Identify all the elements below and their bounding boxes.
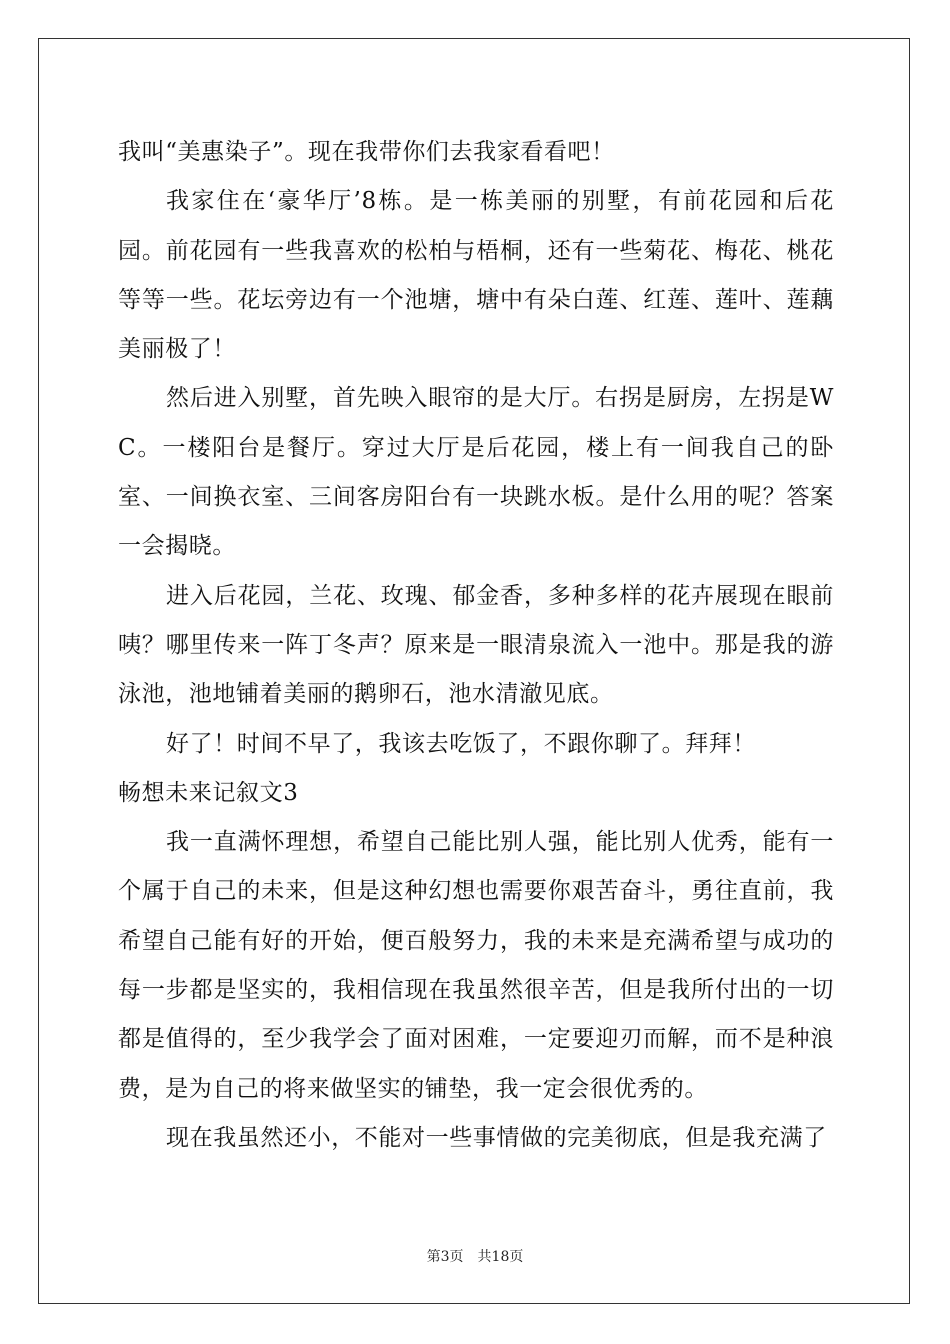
paragraph-7: 现在我虽然还小，不能对一些事情做的完美彻底，但是我充满了 [166, 1124, 827, 1151]
paragraph-1: 我叫“美惠染子”。现在我带你们去我家看看吧！ [118, 139, 615, 165]
paragraph-6: 我一直满怀理想，希望自己能比别人强，能比别人优秀，能有一个属于自己的未来，但是这种幻想也需要你艰苦奋斗，勇往直前，我希望自己能有好的开始，便百般努力，我的未来是充满希望与成功的每一步都是坚实的，我相信现在我虽然很辛苦，但是我所付出的一切都是值得的，至少我学会了面对困难，一定要迎刃而解，而不是种浪费，是为自己的将来做坚实的铺垫，我一定会很优秀的。 [118, 829, 834, 1102]
document-body [118, 128, 834, 1163]
paragraph-5: 好了！时间不早了，我该去吃饭了，不跟你聊了。拜拜！ [166, 730, 756, 757]
page-number: 第3页 [426, 1249, 464, 1265]
page-total: 共18页 [477, 1249, 524, 1265]
paragraph-2: 我家住在‘豪华厅’8栋。是一栋美丽的别墅，有前花园和后花园。前花园有一些我喜欢的松柏与梧桐，还有一些菊花、梅花、桃花等等一些。花坛旁边有一个池塘，塘中有朵白莲、红莲、莲叶、莲藕美丽极了！ [118, 188, 834, 363]
paragraph-4: 进入后花园，兰花、玫瑰、郁金香，多种多样的花卉展现在眼前咦？哪里传来一阵丁冬声？原来是一眼清泉流入一池中。那是我的游泳池，池地铺着美丽的鹅卵石，池水清澈见底。 [118, 582, 834, 708]
page-footer [0, 1246, 950, 1266]
section-heading: 畅想未来记叙文3 [118, 779, 299, 806]
paragraph-3: 然后进入别墅，首先映入眼帘的是大厅。右拐是厨房，左拐是WC。一楼阳台是餐厅。穿过大厅是后花园，楼上有一间我自己的卧室、一间换衣室、三间客房阳台有一块跳水板。是什么用的呢？答案一会揭晓。 [118, 385, 834, 560]
